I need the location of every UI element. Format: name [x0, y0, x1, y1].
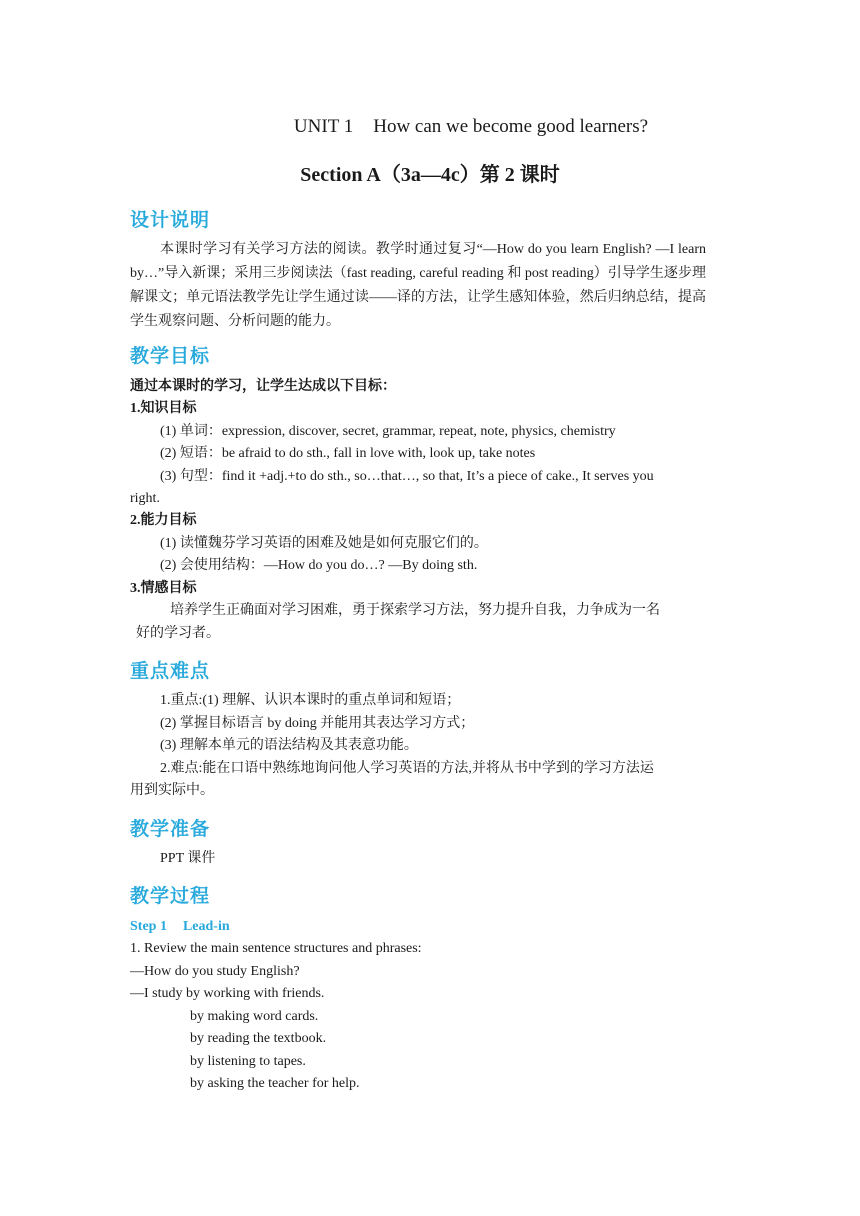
step-name: Lead-in: [182, 919, 230, 934]
by-line-1: by making word cards.: [190, 1009, 319, 1024]
knowledge-item-sentences-cont: right.: [130, 491, 160, 506]
heading-design: 设计说明: [130, 209, 211, 231]
preparation-text: PPT 课件: [160, 851, 216, 866]
keypoint-line-2: (2) 掌握目标语言 by doing 并能用其表达学习方式；: [160, 716, 475, 731]
heading-keypoints: 重点难点: [130, 660, 211, 682]
section-title: Section A（3a—4c）第 2 课时: [300, 164, 560, 186]
keypoint-line-4: 2.难点:能在口语中熟练地询问他人学习英语的方法,并将从书中学到的学习方法运: [160, 761, 654, 776]
step-1-title: [130, 917, 230, 937]
by-line-3: by listening to tapes.: [190, 1054, 306, 1069]
keypoint-line-5: 用到实际中。: [130, 783, 214, 798]
design-paragraph: 本课时学习有关学习方法的阅读。教学时通过复习“—How do you learn English? —I learn by…”导入新课；采用三步阅读法（fast reading, careful reading 和 post reading）引导学生逐步理解课文；单元语法教学先让学生通过读——译的方法，让学生感知体验，然后归纳总结，提高学生观察问题、分析问题的能力。: [130, 242, 706, 329]
process-line-3: —I study by working with friends.: [130, 986, 325, 1001]
emotion-title: 3.情感目标: [130, 581, 197, 596]
ability-item-2: (2) 会使用结构：—How do you do…? —By doing sth.: [160, 558, 478, 573]
heading-preparation: 教学准备: [130, 818, 211, 840]
objectives-intro: 通过本课时的学习，让学生达成以下目标：: [130, 379, 396, 394]
keypoint-line-3: (3) 理解本单元的语法结构及其表意功能。: [160, 738, 418, 753]
process-line-2: —How do you study English?: [130, 964, 300, 979]
knowledge-item-phrases: (2) 短语：be afraid to do sth., fall in love with, look up, take notes: [160, 446, 536, 461]
unit-number: UNIT 1: [293, 116, 354, 137]
step-number: Step 1: [130, 919, 167, 934]
unit-title: [0, 116, 860, 138]
ability-title: 2.能力目标: [130, 513, 197, 528]
emotion-line-1: 培养学生正确面对学习困难，勇于探索学习方法，努力提升自我，力争成为一名: [170, 603, 660, 618]
unit-question: How can we become good learners?: [373, 116, 649, 137]
by-line-2: by reading the textbook.: [190, 1031, 327, 1046]
heading-process: 教学过程: [130, 885, 211, 907]
process-line-1: 1. Review the main sentence structures and phrases:: [130, 941, 422, 956]
ability-item-1: (1) 读懂魏芬学习英语的困难及她是如何克服它们的。: [160, 536, 488, 551]
knowledge-item-sentences: (3) 句型：find it +adj.+to do sth., so…that…, so that, It’s a piece of cake., It serves you: [160, 469, 654, 484]
by-line-4: by asking the teacher for help.: [190, 1076, 360, 1091]
keypoint-line-1: 1.重点:(1) 理解、认识本课时的重点单词和短语；: [160, 693, 461, 708]
knowledge-item-words: (1) 单词：expression, discover, secret, grammar, repeat, note, physics, chemistry: [160, 424, 616, 439]
emotion-line-2: 好的学习者。: [136, 626, 220, 641]
heading-objectives: 教学目标: [130, 345, 211, 367]
knowledge-title: 1.知识目标: [130, 401, 197, 416]
